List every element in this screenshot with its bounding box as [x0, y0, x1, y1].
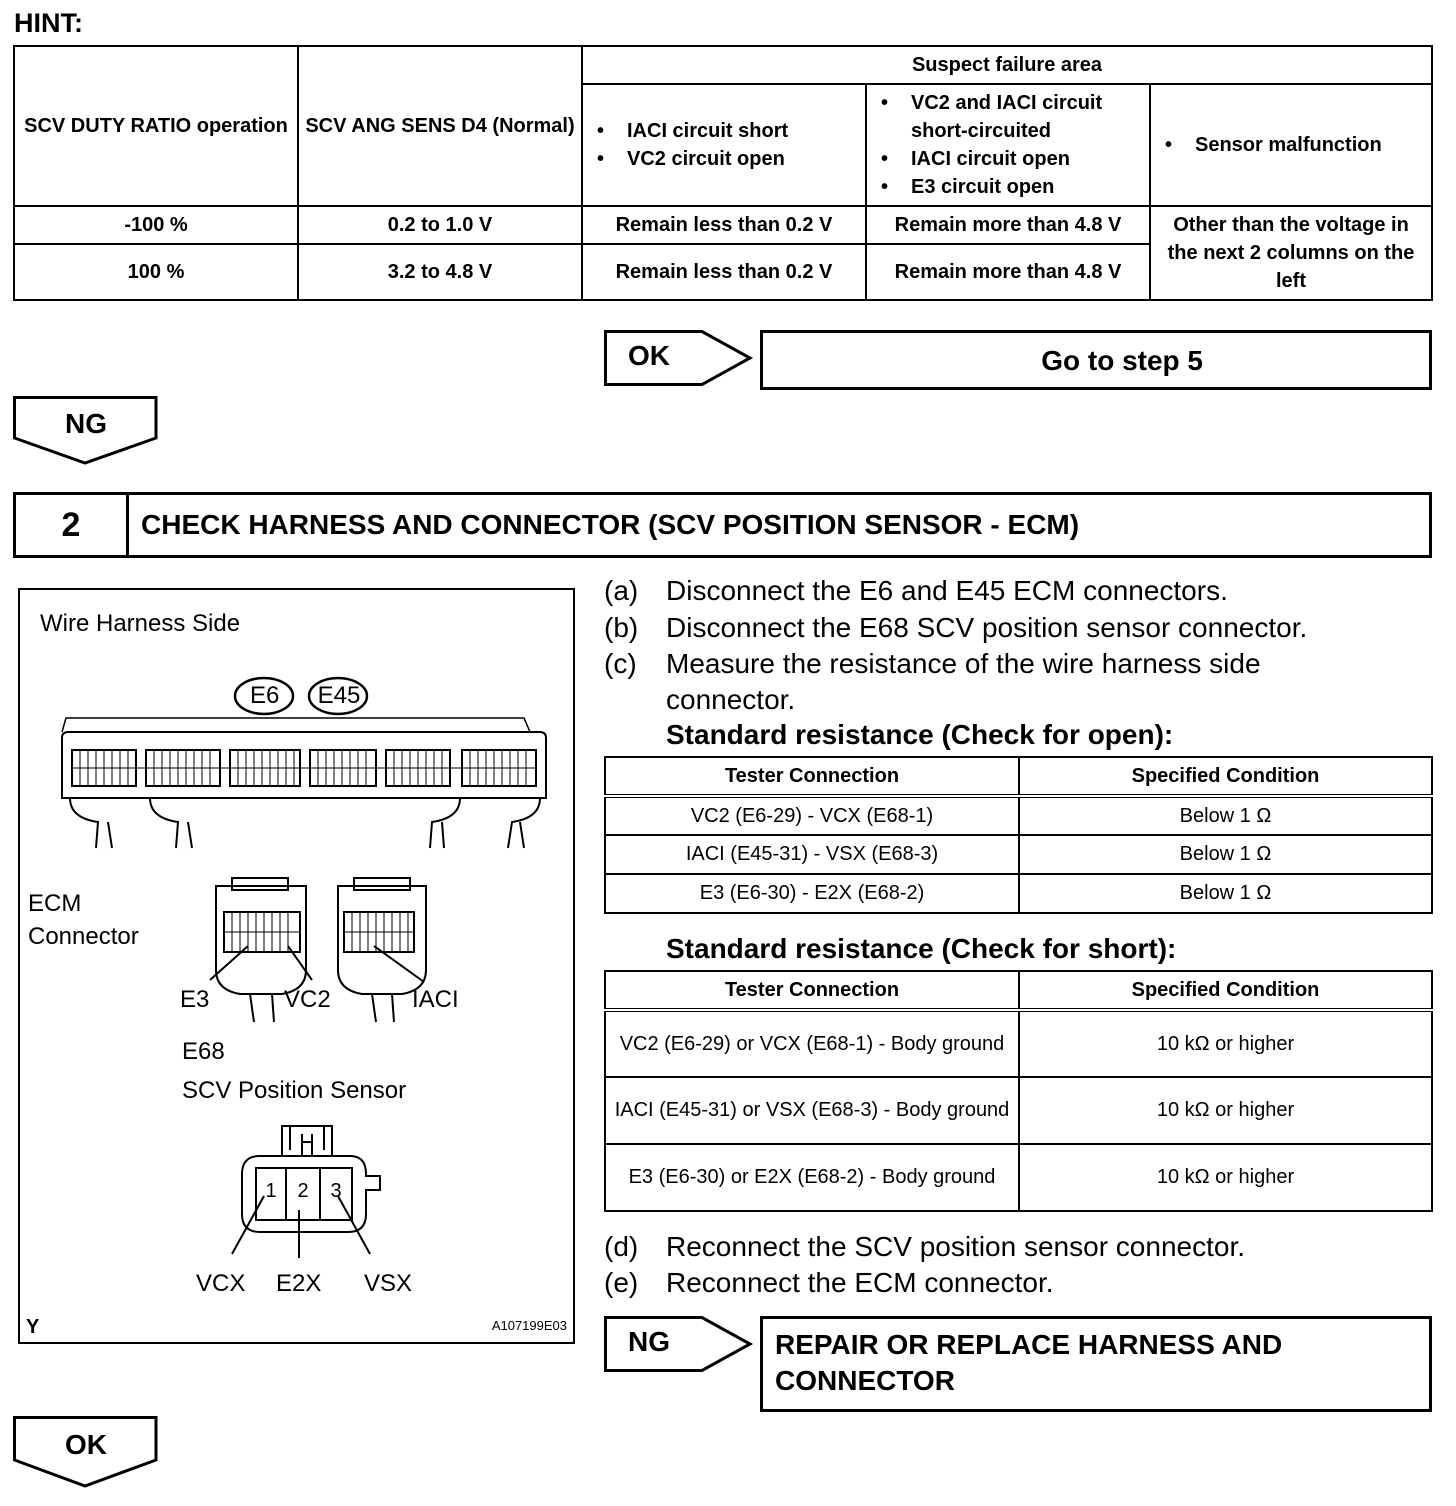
cell-suspect-1: Remain less than 0.2 V — [582, 206, 866, 244]
suspect-item: • E3 circuit open — [873, 173, 1143, 201]
header-specified-condition: Specified Condition — [1019, 971, 1432, 1010]
ng-arrow-icon — [604, 1316, 754, 1372]
step-c-label: (c) — [604, 648, 637, 679]
sensor-id-label: E68 — [182, 1038, 225, 1065]
open-check-table — [604, 756, 1433, 914]
step-a-label: (a) — [604, 575, 639, 606]
header-operation: SCV DUTY RATIO operation — [14, 46, 298, 206]
repair-result-line2: CONNECTOR — [775, 1365, 955, 1396]
pin-2-label: 2 — [297, 1180, 309, 1202]
table-row — [14, 206, 1432, 244]
suspect-col-3 — [1150, 84, 1432, 206]
cell-connection: IACI (E45-31) or VSX (E68-3) - Body ground — [605, 1077, 1019, 1144]
ng-label: NG — [628, 1326, 670, 1357]
cell-suspect-2: Remain more than 4.8 V — [866, 244, 1150, 300]
pin-e3-label: E3 — [180, 986, 210, 1013]
table-row — [605, 874, 1432, 913]
step-b-label: (b) — [604, 612, 639, 643]
cell-condition: Below 1 Ω — [1019, 835, 1432, 874]
ok-label: OK — [65, 1429, 107, 1460]
step-b — [604, 610, 1434, 646]
corner-mark: Y — [26, 1316, 40, 1338]
table-row — [605, 796, 1432, 835]
pin-vc2-label: VC2 — [284, 986, 331, 1013]
cell-connection: VC2 (E6-29) - VCX (E68-1) — [605, 796, 1019, 835]
suspect-item: • VC2 circuit open — [589, 145, 859, 173]
step-e-text: Reconnect the ECM connector. — [666, 1267, 1054, 1298]
pin-1-label: 1 — [265, 1180, 277, 1202]
go-to-step-box[interactable] — [760, 330, 1432, 390]
cell-operation: -100 % — [14, 206, 298, 244]
header-tester-connection: Tester Connection — [605, 757, 1019, 796]
step-title: CHECK HARNESS AND CONNECTOR (SCV POSITION SENSOR - ECM) — [141, 509, 1080, 540]
suspect-item: • IACI circuit short — [589, 117, 859, 145]
suspect-col-2 — [866, 84, 1150, 206]
terminal-e2x-label: E2X — [276, 1270, 322, 1297]
repair-result-line1: REPAIR OR REPLACE HARNESS AND — [775, 1329, 1283, 1360]
step-d-text: Reconnect the SCV position sensor connector. — [666, 1231, 1246, 1262]
connector-e45-label: E45 — [317, 682, 361, 709]
step-c-text-cont: connector. — [666, 684, 796, 715]
step-a — [604, 573, 1434, 609]
open-check-heading: Standard resistance (Check for open): — [666, 719, 1174, 750]
cell-connection: E3 (E6-30) - E2X (E68-2) — [605, 874, 1019, 913]
ng-label: NG — [65, 408, 107, 439]
table-row — [605, 1144, 1432, 1211]
cell-connection: VC2 (E6-29) or VCX (E68-1) - Body ground — [605, 1010, 1019, 1077]
suspect-item: • Sensor malfunction — [1157, 131, 1425, 159]
step-b-text: Disconnect the E68 SCV position sensor connector. — [666, 612, 1308, 643]
figure-code: A107199E03 — [491, 1318, 567, 1333]
header-specified-condition: Specified Condition — [1019, 757, 1432, 796]
cell-normal: 3.2 to 4.8 V — [298, 244, 582, 300]
ok-label: OK — [628, 340, 670, 371]
ok-arrow-icon — [604, 330, 754, 386]
ecm-label-line2: Connector — [28, 923, 139, 950]
repair-result-box[interactable] — [760, 1316, 1432, 1412]
suspect-item: • IACI circuit open — [873, 145, 1143, 173]
step-d-label: (d) — [604, 1231, 639, 1262]
hint-table — [13, 45, 1433, 301]
pin-3-label: 3 — [330, 1180, 342, 1202]
wire-harness-side-label: Wire Harness Side — [40, 610, 241, 637]
hint-label: HINT: — [14, 8, 83, 38]
cell-suspect-3: Other than the voltage in the next 2 columns on the left — [1150, 206, 1432, 300]
cell-normal: 0.2 to 1.0 V — [298, 206, 582, 244]
table-row — [605, 1010, 1432, 1077]
header-normal: SCV ANG SENS D4 (Normal) — [298, 46, 582, 206]
terminal-vcx-label: VCX — [196, 1270, 246, 1297]
cell-connection: E3 (E6-30) or E2X (E68-2) - Body ground — [605, 1144, 1019, 1211]
sensor-name-label: SCV Position Sensor — [182, 1077, 407, 1104]
cell-suspect-2: Remain more than 4.8 V — [866, 206, 1150, 244]
connector-illustration — [18, 588, 575, 1344]
step-c-text: Measure the resistance of the wire harness side — [666, 648, 1261, 679]
cell-condition: 10 kΩ or higher — [1019, 1077, 1432, 1144]
cell-condition: Below 1 Ω — [1019, 796, 1432, 835]
cell-condition: 10 kΩ or higher — [1019, 1010, 1432, 1077]
cell-suspect-1: Remain less than 0.2 V — [582, 244, 866, 300]
suspect-item: • VC2 and IACI circuit short-circuited — [873, 89, 1143, 145]
table-row — [605, 1077, 1432, 1144]
cell-operation: 100 % — [14, 244, 298, 300]
step-number: 2 — [16, 495, 129, 555]
step-e-label: (e) — [604, 1267, 639, 1298]
pin-iaci-label: IACI — [412, 986, 459, 1013]
header-tester-connection: Tester Connection — [605, 971, 1019, 1010]
cell-condition: 10 kΩ or higher — [1019, 1144, 1432, 1211]
suspect-col-1 — [582, 84, 866, 206]
step-header — [13, 492, 1432, 558]
connector-drawing — [20, 590, 573, 1342]
terminal-vsx-label: VSX — [364, 1270, 413, 1297]
connector-e6-label: E6 — [250, 682, 280, 709]
table-row — [605, 835, 1432, 874]
step-a-text: Disconnect the E6 and E45 ECM connectors. — [666, 575, 1228, 606]
header-suspect-area: Suspect failure area — [582, 46, 1432, 84]
ecm-label-line1: ECM — [28, 890, 82, 917]
step-c — [604, 646, 1434, 718]
cell-condition: Below 1 Ω — [1019, 874, 1432, 913]
step-d — [604, 1229, 1434, 1265]
short-check-table — [604, 970, 1433, 1212]
step-e — [604, 1265, 1434, 1301]
go-to-step-text: Go to step 5 — [1041, 345, 1203, 376]
cell-connection: IACI (E45-31) - VSX (E68-3) — [605, 835, 1019, 874]
short-check-heading: Standard resistance (Check for short): — [666, 933, 1177, 964]
